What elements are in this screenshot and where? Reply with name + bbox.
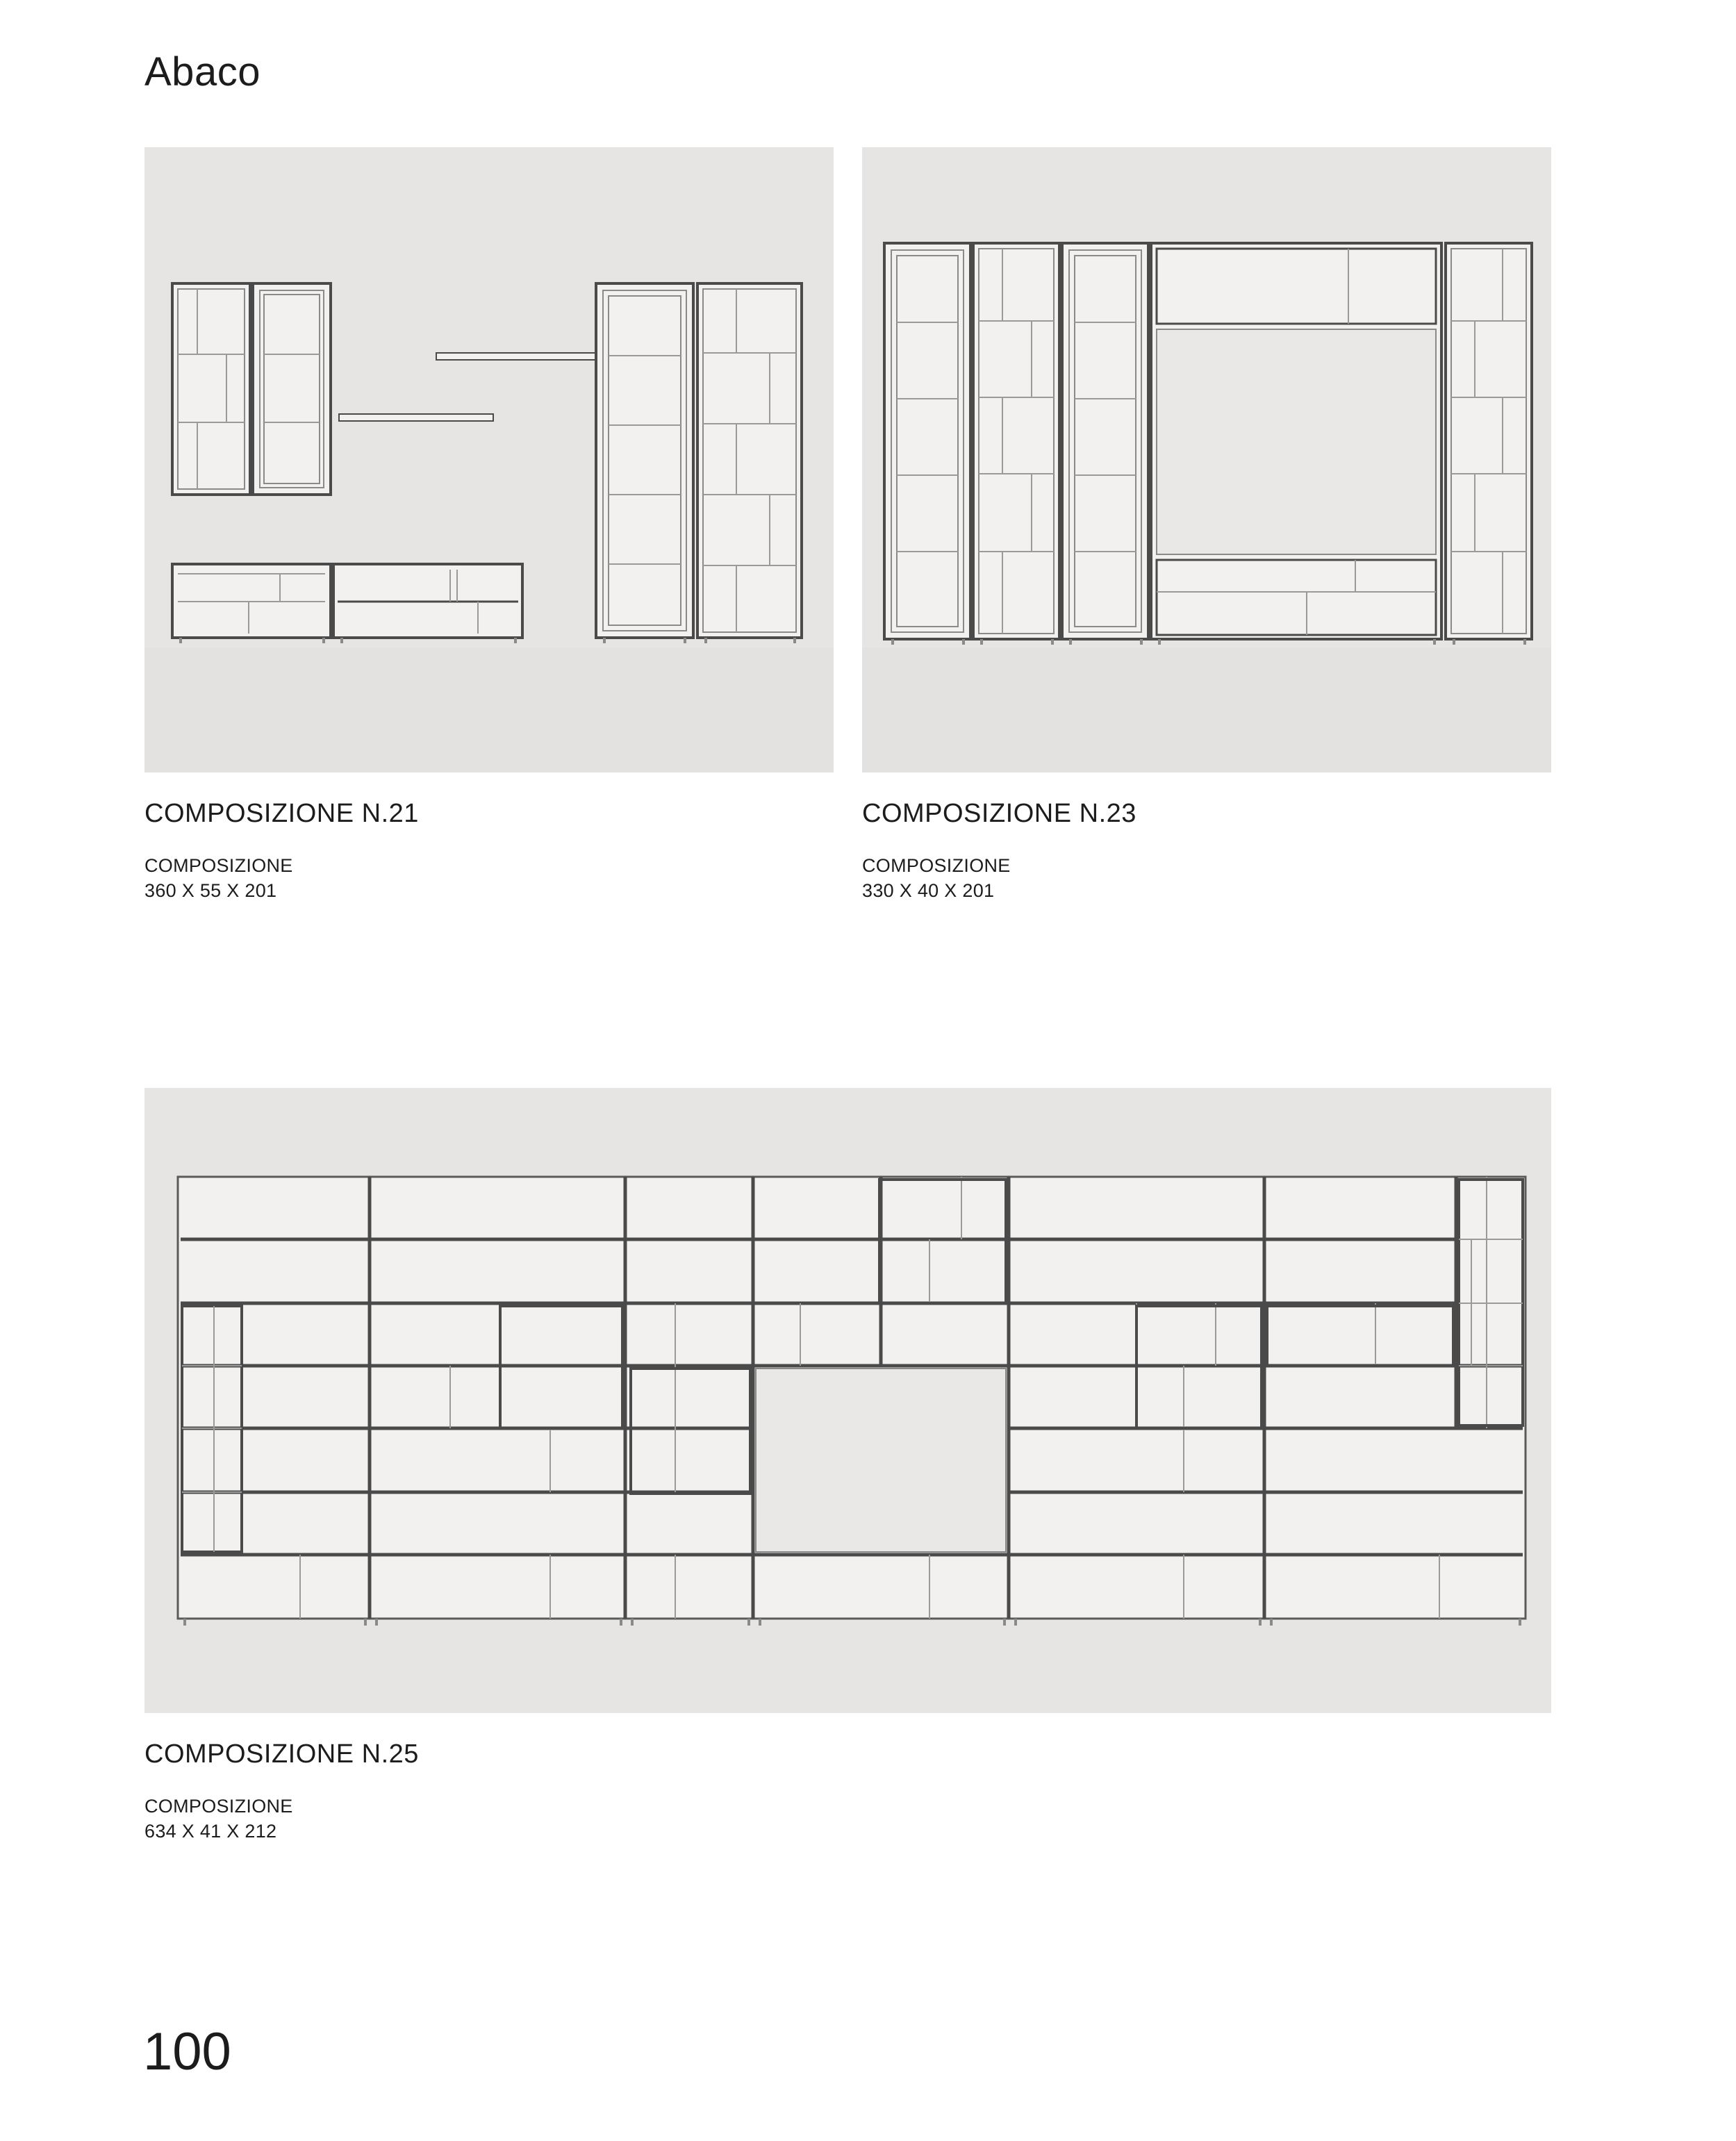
- composition-21-label: COMPOSIZIONE: [144, 855, 293, 876]
- composition-23-line-drawing: [862, 147, 1551, 772]
- composition-25-drawing: [144, 1088, 1551, 1713]
- page-number: 100: [143, 2022, 231, 2081]
- composition-21-drawing: [144, 147, 834, 772]
- composition-21-title: COMPOSIZIONE N.21: [144, 799, 419, 828]
- composition-23-title: COMPOSIZIONE N.23: [862, 799, 1136, 828]
- composition-25-title: COMPOSIZIONE N.25: [144, 1739, 419, 1769]
- composition-23-drawing: [862, 147, 1551, 772]
- composition-21-details: [144, 853, 293, 903]
- composition-21-line-drawing: [144, 147, 834, 772]
- composition-23-dimensions: 330 X 40 X 201: [862, 880, 995, 901]
- page-title: Abaco: [144, 49, 261, 94]
- composition-23-details: [862, 853, 1011, 903]
- composition-25-dimensions: 634 X 41 X 212: [144, 1821, 277, 1842]
- composition-25-details: [144, 1794, 293, 1844]
- composition-25-label: COMPOSIZIONE: [144, 1796, 293, 1817]
- composition-21-dimensions: 360 X 55 X 201: [144, 880, 277, 901]
- composition-25-line-drawing: [144, 1088, 1551, 1713]
- composition-23-label: COMPOSIZIONE: [862, 855, 1011, 876]
